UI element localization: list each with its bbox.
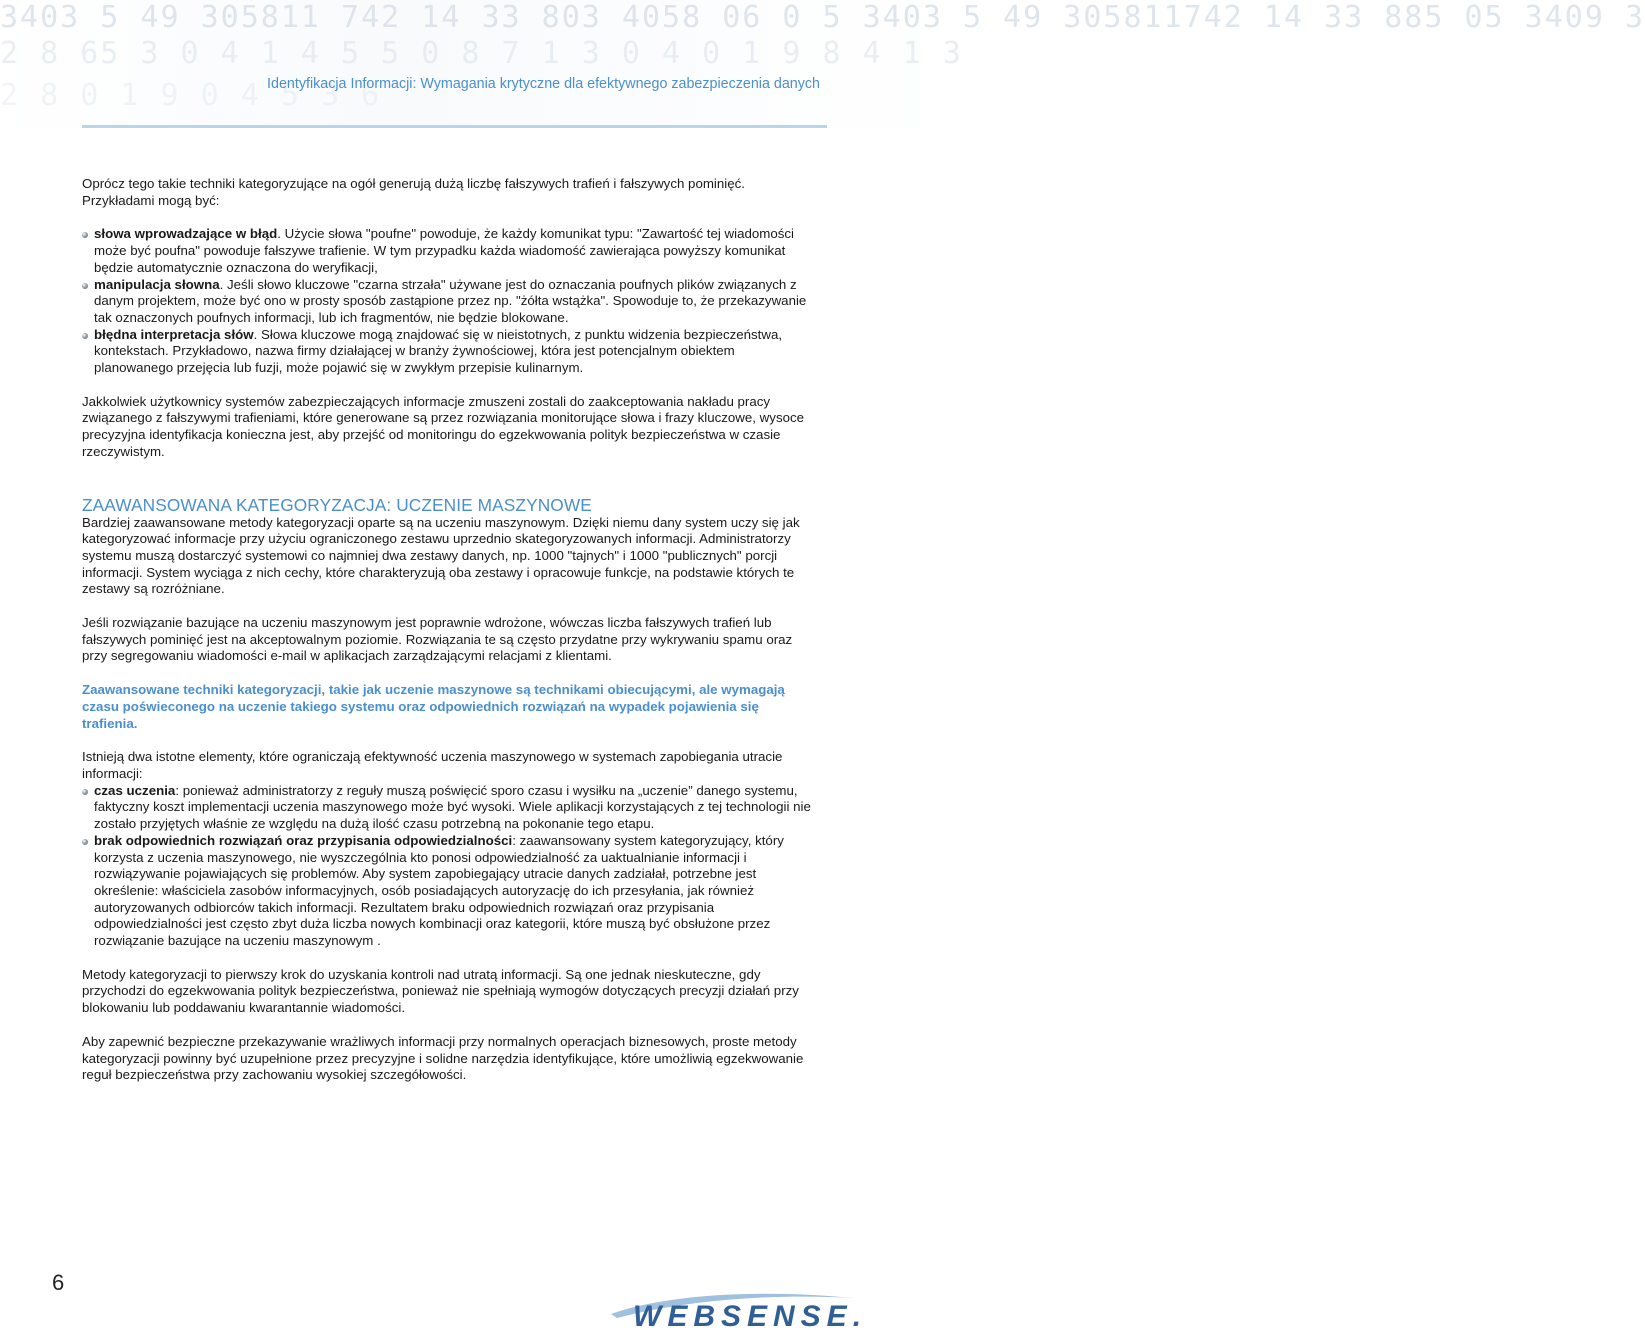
list-item-text: . Jeśli słowo kluczowe "czarna strzała" używane jest do oznaczania poufnych plików związanych z danym projektem, może być ono w prosty sposób zastąpione przez np. "żółta wstążka". Spowoduje to, że przekazywanie tak oznaczonych poufnych informacji, lub ich fragmentów, nie będzie blokowane. [94, 276, 807, 325]
section-heading: ZAAWANSOWANA KATEGORYZACJA: UCZENIE MASZYNOWE [82, 494, 592, 515]
list-item [82, 277, 812, 327]
body-paragraph: Metody kategoryzacji to pierwszy krok do uzyskania kontroli nad utratą informacji. Są one jednak nieskuteczne, gdy przychodzi do egzekwowania polityk bezpieczeństwa, ponieważ nie spełniają wymogów dotyczących precyzji działań przy blokowaniu lub poddawaniu kwarantannie wiadomości. [82, 966, 799, 1016]
list-item-text: : zaawansowany system kategoryzujący, który korzysta z uczenia maszynowego, nie wyszczególnia kto ponosi odpowiedzialność za uaktualnianie informacji i rozwiązywanie pojawiających się problemów. Aby system zapobiegający utracie danych zadziałał, potrzebne jest określenie: właściciela zasobów informacyjnych, osób posiadających autoryzację do ich przesyłania, jak również autoryzowanych odbiorców takich informacji. Rezultatem braku odpowiednich rozwiązań oraz przypisania odpowiedzialności jest często zbyt duża liczba nowych kombinacji oraz kategorii, które muszą być obsłużone przez rozwiązanie bazujące na uczeniu maszynowym . [94, 832, 784, 949]
header-divider [82, 125, 827, 128]
websense-logo [603, 1290, 933, 1330]
list-item-text: . Użycie słowa "poufne" powoduje, że każdy komunikat typu: "Zawartość tej wiadomości może być poufna" powoduje fałszywe trafienie. W tym przypadku każda wiadomość zawierająca powyższy komunikat będzie automatycznie oznaczona do weryfikacji, [94, 226, 794, 275]
list-item-term: słowa wprowadzające w błąd [94, 226, 278, 242]
body-paragraph: Bardziej zaawansowane metody kategoryzacji oparte są na uczeniu maszynowym. Dzięki niemu dany system uczy się jak kategoryzować informacje przy użyciu ograniczonego zestawu uprzednio skategoryzowanych informacji. Administratorzy systemu muszą dostarczyć systemowi co najmniej dwa zestawy danych, np. 1000 "tajnych" i 1000 "publicznych" porcji informacji. System wyciąga z nich cechy, które charakteryzują oba zestawy i opracowuje funkcje, na podstawie których te zestawy są rozróżniane. [82, 514, 800, 597]
list-item [82, 327, 812, 377]
list-item-term: manipulacja słowna [94, 276, 220, 292]
false-positive-examples-list [82, 226, 812, 376]
body-paragraph: Jeśli rozwiązanie bazujące na uczeniu maszynowym jest poprawnie wdrożone, wówczas liczba fałszywych trafień lub fałszywych pominięć jest na akceptowalnym poziomie. Rozwiązania te są często przydatne przy wykrywaniu spamu oraz przy segregowaniu wiadomości e-mail w aplikacjach zarządzającymi relacjami z klientami. [82, 615, 793, 664]
list-item-term: czas uczenia [94, 782, 176, 798]
list-item-term: brak odpowiednich rozwiązań oraz przypisania odpowiedzialności [94, 832, 513, 848]
header-digits-row: 2 8 65 3 0 4 1 4 5 5 0 8 7 1 3 0 4 0 1 9 8 4 1 3 [0, 36, 963, 71]
highlight-callout: Zaawansowane techniki kategoryzacji, takie jak uczenie maszynowe są technikami obiecującymi, ale wymagają czasu poświeconego na uczenie takiego systemu oraz odpowiednich rozwiązań na wypadek pojawienia się trafienia. [82, 682, 785, 731]
document-header-title: Identyfikacja Informacji: Wymagania krytyczne dla efektywnego zabezpieczenia danych [267, 76, 820, 92]
header-background-art [0, 0, 1645, 128]
list-item [82, 783, 812, 833]
list-item-text: : ponieważ administratorzy z reguły muszą poświęcić sporo czasu i wysiłku na „uczenie” danego systemu, faktyczny koszt implementacji uczenia maszynowego może być wysoki. Wiele aplikacji korzystających z tej technologii nie zostało przyjętych właśnie ze względu na dużą ilość czasu potrzebną na pokonanie tego etapu. [94, 782, 811, 832]
list-item [82, 833, 812, 950]
body-paragraph: Aby zapewnić bezpieczne przekazywanie wrażliwych informacji przy normalnych operacjach biznesowych, proste metody kategoryzacji powinny być uzupełnione przez precyzyjne i solidne narzędzia identyfikujące, które umożliwią egzekwowanie reguł bezpieczeństwa przy zachowaniu wysokiej szczegółowości. [82, 1033, 804, 1083]
page-number: 6 [52, 1270, 65, 1295]
logo-wordmark: WEBSENSE. [633, 1300, 868, 1330]
body-paragraph: Jakkolwiek użytkownicy systemów zabezpieczających informacje zmuszeni zostali do zaakceptowania nakładu pracy związanego z fałszywymi trafieniami, które generowane są przez rozwiązania monitorujące słowa i frazy kluczowe, wysoce precyzyjna identyfikacja konieczna jest, aby przejść od monitoringu do egzekwowania polityk bezpieczeństwa w czasie rzeczywistym. [82, 393, 805, 459]
list-item-text: . Słowa kluczowe mogą znajdować się w nieistotnych, z punktu widzenia bezpieczeństwa, kontekstach. Przykładowo, nazwa firmy działającej w branży żywnościowej, która jest potencjalnym obiektem planowanego przejęcia lub fuzji, może pojawić się w zwykłym przepisie kulinarnym. [94, 326, 783, 376]
ml-limitations-list [82, 783, 812, 950]
header-digits-row: 3403 5 49 305811 742 14 33 803 4058 06 0 5 3403 5 49 305811742 14 33 885 05 3409 3 [0, 0, 1645, 35]
document-body [82, 176, 812, 1084]
list-item-term: błędna interpretacja słów [94, 326, 254, 342]
list-item [82, 226, 812, 276]
body-paragraph: Istnieją dwa istotne elementy, które ograniczają efektywność uczenia maszynowego w systemach zapobiegania utracie informacji: [82, 749, 783, 781]
header-digits-row: 2 8 0 1 9 0 4 5 3 6 [0, 78, 382, 113]
intro-paragraph: Oprócz tego takie techniki kategoryzujące na ogół generują dużą liczbę fałszywych trafień i fałszywych pominięć. Przykładami mogą być: [82, 176, 745, 208]
